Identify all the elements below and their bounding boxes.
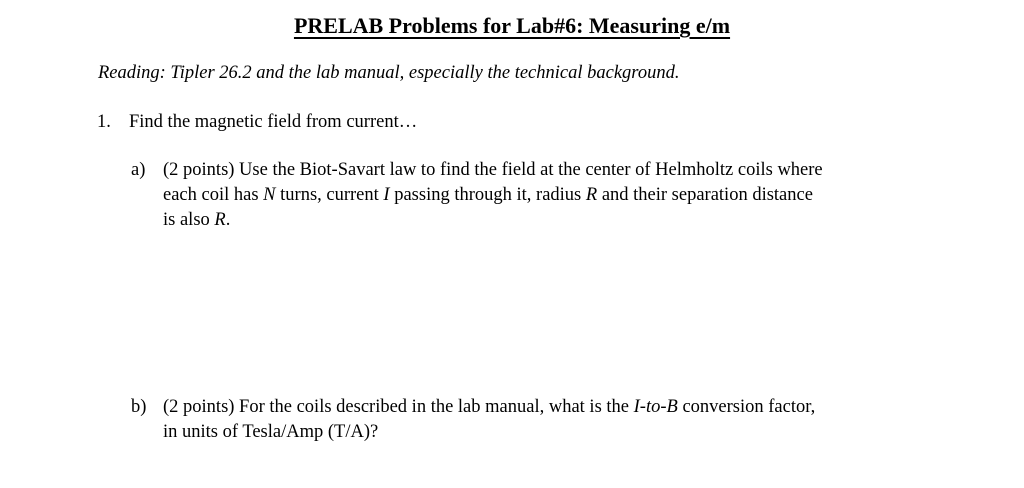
part-b-text [163, 395, 815, 445]
part-a-line-2-seg-1: each coil has [163, 185, 264, 205]
part-a-line-3-seg-2: . [225, 210, 231, 230]
part-a-line-2-seg-3: passing through it, radius [389, 185, 586, 205]
var-R-2: R [214, 210, 226, 230]
var-R: R [585, 185, 598, 205]
part-a-text [163, 158, 823, 233]
part-b-line-1-seg-1: (2 points) For the coils described in the lab manual, what is the [163, 397, 634, 417]
page-title: PRELAB Problems for Lab#6: Measuring e/m [293, 13, 731, 38]
part-b-line-1 [163, 395, 815, 420]
part-a-line-3 [163, 208, 823, 233]
problem-1-text: Find the magnetic field from current… [129, 112, 418, 132]
part-a-line-3-seg-1: is also [163, 210, 215, 230]
var-N: N [263, 185, 276, 205]
part-b-line-2: in units of Tesla/Amp (T/A)? [163, 422, 379, 442]
part-b-marker: b) [131, 397, 147, 417]
var-I: I [383, 185, 390, 205]
var-I-to-B: I-to-B [633, 397, 678, 417]
part-b-line-1-seg-2: conversion factor, [677, 397, 816, 417]
reading-note: Reading: Tipler 26.2 and the lab manual, especially the technical background. [98, 63, 680, 83]
problem-1-number: 1. [97, 112, 111, 132]
problem-1 [97, 112, 417, 133]
part-a-line-2-seg-4: and their separation distance [597, 185, 813, 205]
part-a-line-2-seg-2: turns, current [275, 185, 384, 205]
part-a-line-2 [163, 183, 823, 208]
part-a-line-1: (2 points) Use the Biot-Savart law to find the field at the center of Helmholtz coils where [163, 160, 823, 180]
part-a-marker: a) [131, 160, 146, 180]
